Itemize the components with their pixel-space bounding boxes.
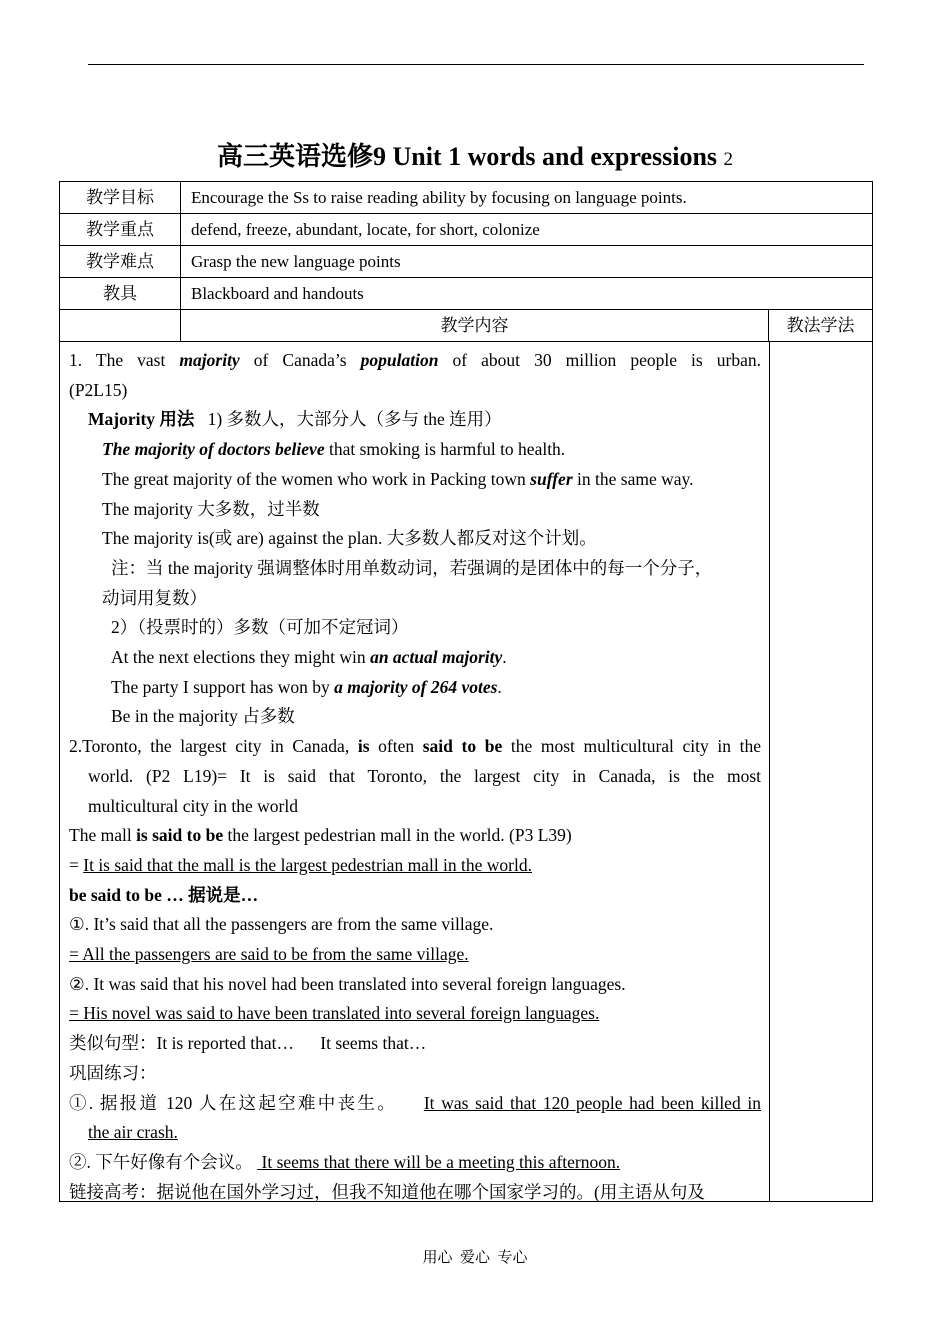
note-line-1: 注：当 the majority 强调整体时用单数动词，若强调的是团体中的每一个分子， bbox=[111, 557, 713, 578]
similar-patterns: 类似句型：It is reported that… It seems that… bbox=[69, 1033, 427, 1054]
conversion-1: ①. It’s said that all the passengers are from the same village. bbox=[69, 914, 494, 935]
conversion-2: ②. It was said that his novel had been translated into several foreign languages. bbox=[69, 973, 626, 994]
title-main: 高三英语选修9 Unit 1 words and expressions bbox=[216, 142, 718, 171]
empty-header-cell bbox=[60, 310, 181, 341]
conversion-2-equivalent: = His novel was said to have been translated into several foreign languages. bbox=[69, 1003, 600, 1024]
page-title bbox=[0, 136, 950, 173]
example-7: Be in the majority 占多数 bbox=[111, 706, 295, 727]
usage-2: 2）（投票时的）多数（可加不定冠词） bbox=[111, 617, 409, 638]
example-3: The majority 大多数，过半数 bbox=[102, 498, 320, 519]
note-line-2: 动词用复数） bbox=[102, 587, 207, 608]
info-value: Grasp the new language points bbox=[191, 252, 401, 271]
rule-be-said-to-be: be said to be … 据说是… bbox=[69, 884, 259, 905]
section1-line2: (P2L15) bbox=[69, 379, 128, 400]
info-value: Blackboard and handouts bbox=[191, 284, 364, 303]
lesson-table bbox=[59, 181, 873, 1202]
title-suffix: 2 bbox=[723, 149, 734, 170]
mall-sentence: The mall is said to be the largest pedestrian mall in the world. (P3 L39) bbox=[69, 825, 572, 846]
example-5: At the next elections they might win an actual majority. bbox=[111, 647, 507, 668]
section2-line2: world. (P2 L19)= It is said that Toronto, the largest city in Canada, is the most bbox=[88, 765, 761, 786]
section1-line1: 1. The vast majority of Canada’s population of about 30 million people is urban. bbox=[69, 350, 761, 370]
column-header-content: 教学内容 bbox=[181, 310, 769, 341]
header-rule bbox=[88, 64, 864, 65]
info-row-objective bbox=[60, 182, 872, 214]
page-footer: 用心 爱心 专心 bbox=[422, 1250, 528, 1266]
column-header-method: 教法学法 bbox=[786, 316, 855, 335]
section2-line1: 2.Toronto, the largest city in Canada, is often said to be the most multicultural city in the bbox=[69, 736, 762, 757]
info-row-aids bbox=[60, 278, 872, 310]
gaokao-link: 链接高考：据说他在国外学习过，但我不知道他在哪个国家学习的。(用主语从句及 bbox=[69, 1181, 705, 1201]
info-value: Encourage the Ss to raise reading ability by focusing on language points. bbox=[191, 188, 687, 207]
example-2: The great majority of the women who work in Packing town suffer in the same way. bbox=[102, 468, 694, 489]
column-header-row bbox=[60, 310, 872, 342]
info-label: 教学重点 bbox=[60, 214, 181, 245]
info-label: 教具 bbox=[60, 278, 181, 309]
example-6: The party I support has won by a majority of 264 votes. bbox=[111, 676, 502, 697]
info-label: 教学难点 bbox=[60, 246, 181, 277]
info-label: 教学目标 bbox=[60, 182, 181, 213]
usage-heading: Majority 用法 1) 多数人，大部分人（多与 the 连用） bbox=[88, 409, 502, 430]
info-value: defend, freeze, abundant, locate, for short, colonize bbox=[191, 220, 540, 239]
mall-equivalent: = It is said that the mall is the largest pedestrian mall in the world. bbox=[69, 854, 532, 875]
section2-line3: multicultural city in the world bbox=[88, 795, 298, 816]
content-row bbox=[60, 342, 872, 1201]
info-row-key-points bbox=[60, 214, 872, 246]
practice-1-continued: the air crash. bbox=[88, 1122, 178, 1143]
teaching-content bbox=[60, 342, 770, 1201]
example-1: The majority of doctors believe that smoking is harmful to health. bbox=[102, 439, 566, 460]
example-4: The majority is(或 are) against the plan. 大多数人都反对这个计划。 bbox=[102, 528, 597, 549]
method-column bbox=[770, 342, 872, 1201]
practice-heading: 巩固练习： bbox=[69, 1062, 157, 1083]
conversion-1-equivalent: = All the passengers are said to be from the same village. bbox=[69, 944, 469, 965]
practice-1: ①. 据报道 120 人在这起空难中丧生。 It was said that 120 people had been killed in bbox=[69, 1092, 761, 1113]
practice-2: ②. 下午好像有个会议。 It seems that there will be a meeting this afternoon. bbox=[69, 1151, 621, 1172]
info-row-difficulty bbox=[60, 246, 872, 278]
